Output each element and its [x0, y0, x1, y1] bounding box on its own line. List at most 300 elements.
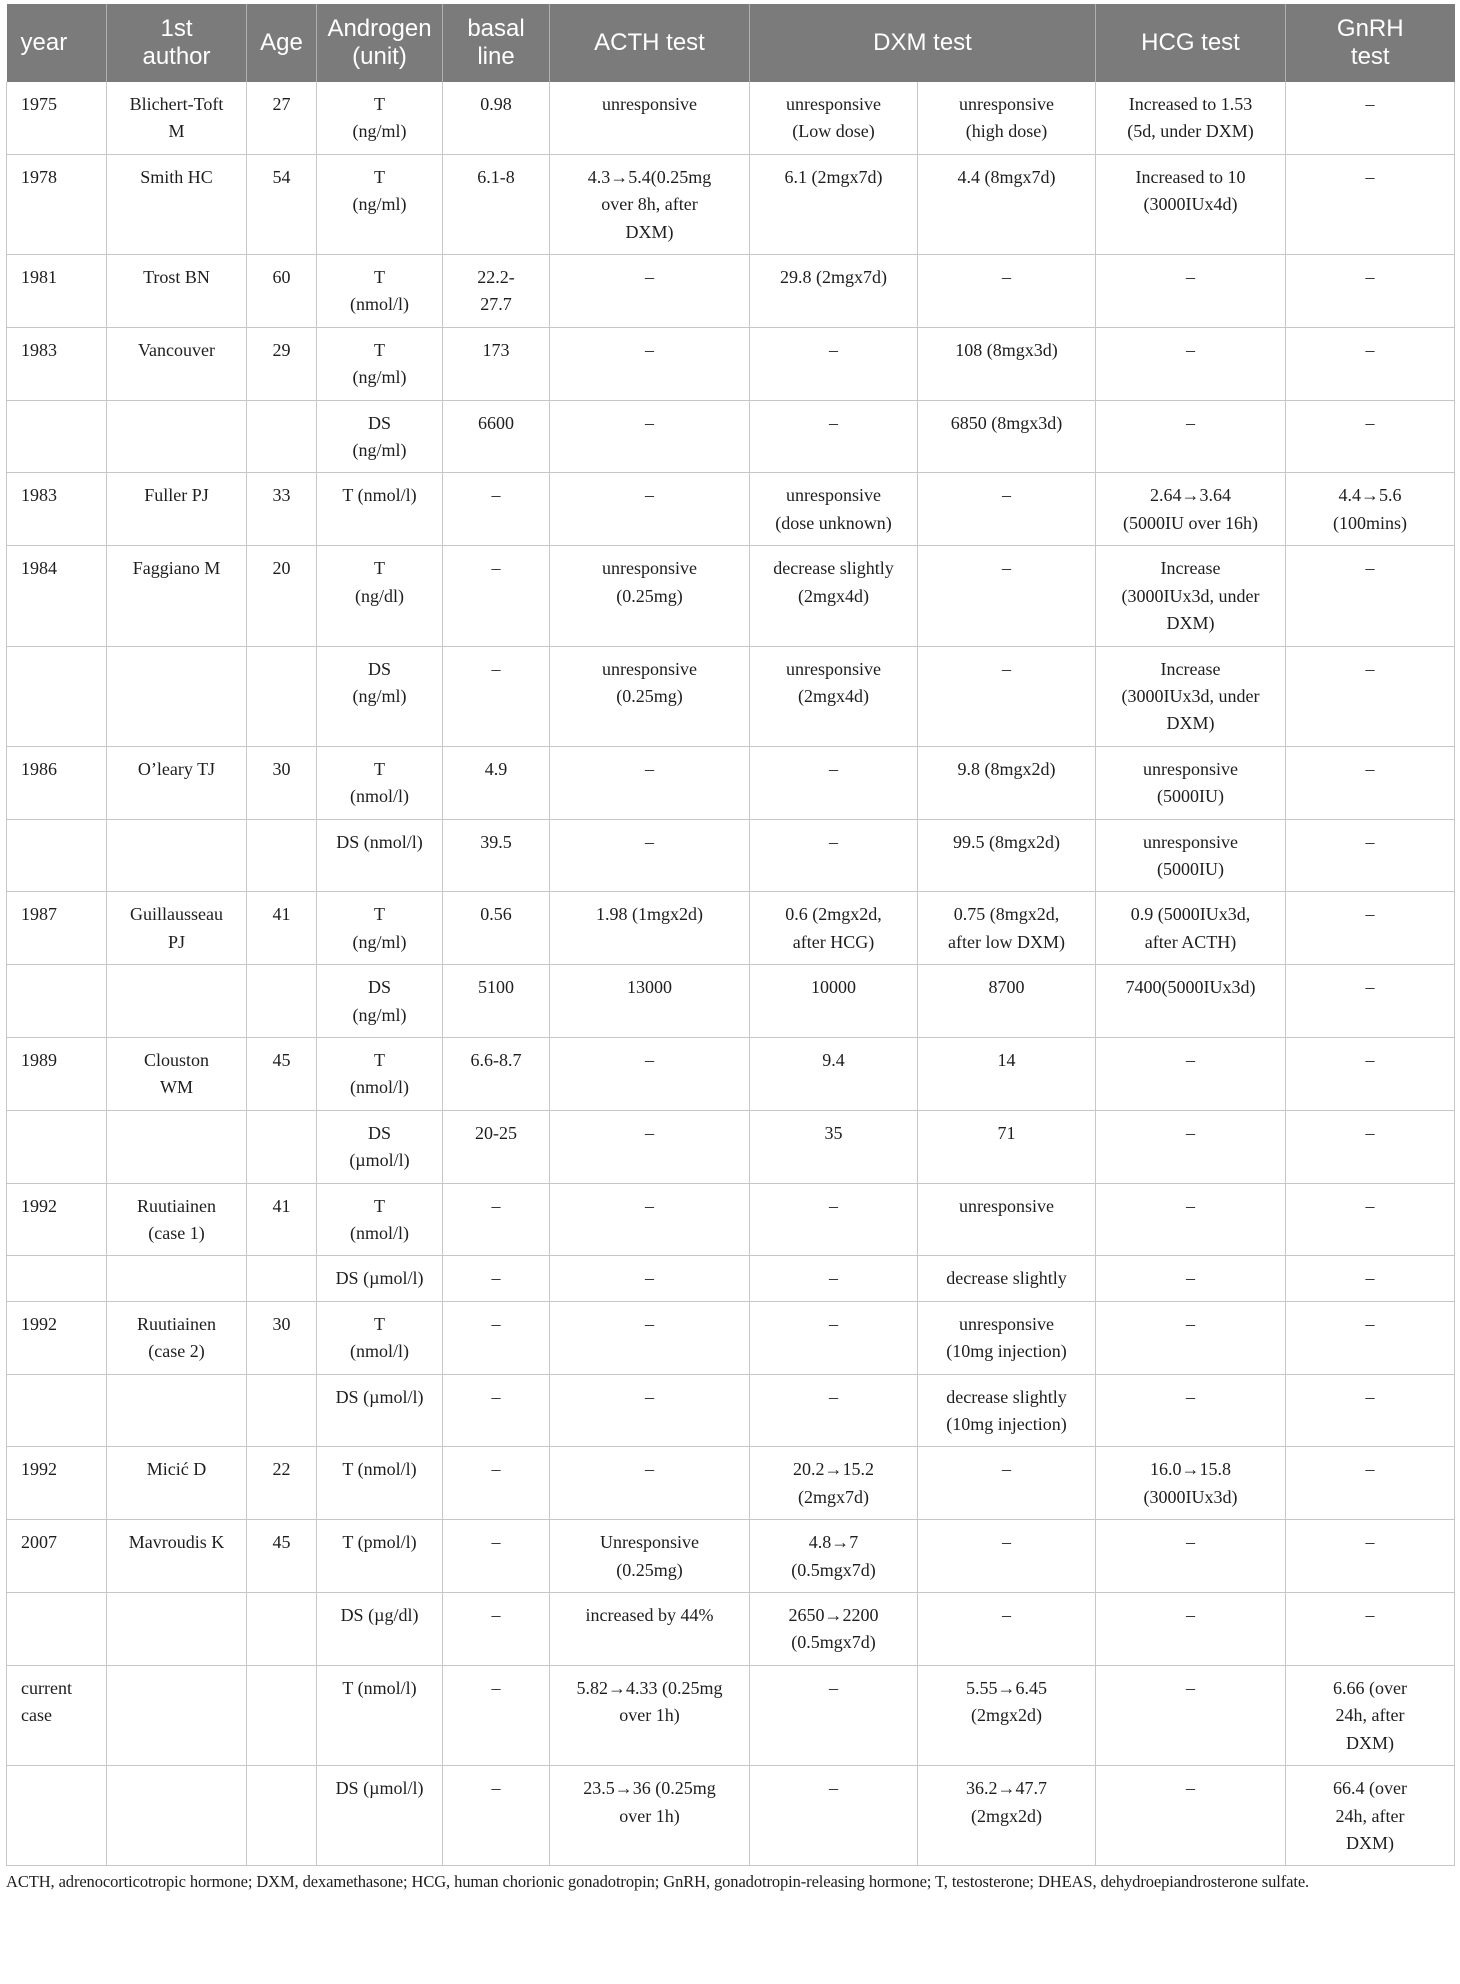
cell-text-line: – [1186, 267, 1195, 288]
cell-text-line: 0.9 (5000IUx3d, [1130, 904, 1251, 925]
cell-text-line: 41 [272, 1195, 291, 1216]
cell-year [7, 1374, 107, 1447]
cell-text-line: – [1365, 758, 1375, 779]
cell-hcg-test [1096, 473, 1286, 546]
cell-text-line: decrease slightly [946, 1386, 1067, 1407]
cell-acth-test [550, 154, 750, 254]
cell-text-line: 8700 [988, 977, 1025, 998]
cell-text-line: – [1365, 658, 1375, 679]
cell-text-line: after HCG) [792, 931, 875, 952]
table-row [7, 1037, 1455, 1110]
cell-text-line: 0.6 (2mgx2d, [785, 904, 882, 925]
cell-author [107, 892, 247, 965]
cell-text-line: – [1365, 831, 1375, 852]
cell-dxm-high [918, 1447, 1096, 1520]
cell-text-line: DXM) [1166, 613, 1215, 634]
cell-text-line: (0.5mgx7d) [791, 1559, 876, 1580]
cell-dxm-low [750, 1374, 918, 1447]
cell-gnrh-test [1286, 255, 1455, 328]
cell-text-line: 1986 [21, 758, 57, 779]
cell-text-line: (3000IUx3d, under [1121, 585, 1260, 606]
cell-author [107, 1183, 247, 1256]
cell-text-line: 99.5 (8mgx2d) [953, 831, 1060, 852]
cell-text-line: DS (µg/dl) [340, 1605, 419, 1626]
cell-androgen [317, 1766, 443, 1866]
cell-text-line: (high dose) [965, 121, 1048, 142]
cell-text-line: 0.56 [480, 904, 512, 925]
cell-hcg-test [1096, 255, 1286, 328]
cell-hcg-test [1096, 892, 1286, 965]
cell-text-line: – [645, 412, 654, 433]
cell-dxm-high [918, 400, 1096, 473]
cell-dxm-high [918, 1520, 1096, 1593]
cell-author [107, 819, 247, 892]
cell-text-line: 5.82→4.33 (0.25mg [576, 1677, 723, 1698]
cell-text-line: 1983 [21, 339, 57, 360]
cell-androgen [317, 965, 443, 1038]
header-androgen [317, 4, 443, 82]
table-row [7, 1766, 1455, 1866]
header-age [247, 4, 317, 82]
table-row [7, 646, 1455, 746]
cell-text-line: – [491, 485, 501, 506]
cell-text-line: 2.64→3.64 [1150, 485, 1231, 506]
cell-basal-line [443, 1520, 550, 1593]
cell-text-line: – [1186, 1195, 1195, 1216]
cell-text-line: (3000IUx4d) [1143, 194, 1238, 215]
cell-androgen [317, 1183, 443, 1256]
cell-text-line: O’leary TJ [137, 758, 216, 779]
cell-text-line: Unresponsive [600, 1532, 699, 1553]
cell-text-line: T [374, 904, 385, 925]
table-row [7, 892, 1455, 965]
cell-text-line: DXM) [1166, 713, 1215, 734]
cell-hcg-test [1096, 1593, 1286, 1666]
cell-text-line: 27 [272, 94, 291, 114]
cell-author [107, 1766, 247, 1866]
cell-gnrh-test [1286, 1110, 1455, 1183]
cell-author [107, 1110, 247, 1183]
cell-text-line: – [645, 1049, 654, 1070]
table-row [7, 1447, 1455, 1520]
cell-acth-test [550, 400, 750, 473]
cell-text-line: – [645, 1313, 654, 1334]
cell-text-line: 173 [482, 339, 510, 360]
cell-gnrh-test [1286, 82, 1455, 154]
cell-text-line: 0.75 (8mgx2d, [953, 904, 1060, 925]
cell-age [247, 473, 317, 546]
cell-text-line: – [1002, 658, 1011, 679]
cell-text-line: (3000IUx3d) [1143, 1486, 1238, 1507]
cell-text-line: unresponsive [602, 94, 697, 114]
cell-text-line: (2mgx2d) [971, 1805, 1042, 1826]
table-row [7, 965, 1455, 1038]
cell-text-line: Trost BN [143, 267, 210, 288]
cell-basal-line [443, 1593, 550, 1666]
cell-dxm-high [918, 82, 1096, 154]
cell-text-line: – [1365, 412, 1375, 433]
cell-author [107, 400, 247, 473]
cell-basal-line [443, 1256, 550, 1301]
cell-acth-test [550, 327, 750, 400]
cell-age [247, 1110, 317, 1183]
cell-text-line: unresponsive [786, 485, 881, 506]
cell-hcg-test [1096, 1037, 1286, 1110]
cell-androgen [317, 82, 443, 154]
cell-age [247, 1520, 317, 1593]
cell-text-line: 22.2- [477, 267, 515, 288]
cell-text-line: unresponsive [959, 1195, 1054, 1216]
cell-dxm-low [750, 1256, 918, 1301]
cell-year [7, 154, 107, 254]
cell-text-line: (ng/ml) [352, 931, 407, 952]
cell-author [107, 1037, 247, 1110]
cell-dxm-low [750, 746, 918, 819]
cell-text-line: 7400(5000IUx3d) [1125, 977, 1256, 998]
cell-dxm-low [750, 646, 918, 746]
cell-text-line: year [20, 29, 68, 56]
cell-dxm-low [750, 1766, 918, 1866]
cell-gnrh-test [1286, 1301, 1455, 1374]
cell-text-line: 5.55→6.45 [966, 1677, 1047, 1698]
cell-age [247, 546, 317, 646]
cell-gnrh-test [1286, 546, 1455, 646]
cell-author [107, 746, 247, 819]
cell-text-line: 1983 [21, 485, 57, 506]
cell-text-line: 14 [997, 1049, 1016, 1070]
cell-text-line: 1975 [21, 94, 57, 114]
cell-text-line: test [1350, 43, 1390, 70]
cell-text-line: T (pmol/l) [342, 1532, 417, 1553]
cell-text-line: – [1186, 1313, 1195, 1334]
cell-author [107, 1301, 247, 1374]
cell-text-line: T [374, 1195, 385, 1216]
cell-dxm-high [918, 1301, 1096, 1374]
cell-text-line: line [477, 43, 515, 70]
cell-text-line: – [491, 558, 501, 579]
cell-text-line: case [21, 1705, 52, 1726]
cell-dxm-high [918, 546, 1096, 646]
cell-author [107, 1374, 247, 1447]
cell-text-line: 33 [272, 485, 291, 506]
cell-text-line: – [1186, 1386, 1195, 1407]
cell-basal-line [443, 1766, 550, 1866]
cell-text-line: Smith HC [140, 166, 213, 187]
cell-dxm-low [750, 154, 918, 254]
cell-androgen [317, 746, 443, 819]
cell-text-line: Increased to 10 [1135, 166, 1246, 187]
cell-text-line: – [1186, 339, 1195, 360]
cell-gnrh-test [1286, 1256, 1455, 1301]
cell-text-line: M [168, 121, 185, 142]
cell-text-line: PJ [167, 931, 185, 952]
cell-gnrh-test [1286, 1665, 1455, 1765]
cell-text-line: Guillausseau [130, 904, 223, 925]
cell-text-line: – [1365, 558, 1375, 579]
cell-year [7, 1037, 107, 1110]
cell-basal-line [443, 82, 550, 154]
cell-text-line: Androgen [327, 15, 432, 42]
cell-text-line: – [1365, 1049, 1375, 1070]
table-row [7, 400, 1455, 473]
cell-text-line: – [491, 658, 501, 679]
cell-hcg-test [1096, 400, 1286, 473]
cell-text-line: – [491, 1459, 501, 1480]
cell-age [247, 82, 317, 154]
table-row [7, 1374, 1455, 1447]
cell-dxm-low [750, 82, 918, 154]
cell-basal-line [443, 746, 550, 819]
cell-text-line: 54 [272, 166, 291, 187]
cell-text-line: unresponsive [786, 658, 881, 679]
cell-text-line: (5000IU) [1157, 858, 1224, 879]
cell-text-line: (0.25mg) [616, 685, 683, 706]
cell-gnrh-test [1286, 892, 1455, 965]
cell-text-line: – [491, 1268, 501, 1289]
cell-dxm-high [918, 965, 1096, 1038]
cell-year [7, 327, 107, 400]
cell-text-line: 1981 [21, 267, 57, 288]
cell-basal-line [443, 255, 550, 328]
cell-text-line: 24h, after [1335, 1805, 1405, 1826]
cell-gnrh-test [1286, 473, 1455, 546]
cell-author [107, 1665, 247, 1765]
cell-text-line: 66.4 (over [1333, 1778, 1407, 1799]
cell-age [247, 1766, 317, 1866]
cell-androgen [317, 1037, 443, 1110]
cell-hcg-test [1096, 154, 1286, 254]
cell-text-line: – [645, 1268, 654, 1289]
cell-text-line: 6.66 (over [1333, 1677, 1407, 1698]
cell-text-line: – [1365, 1313, 1375, 1334]
cell-acth-test [550, 819, 750, 892]
cell-gnrh-test [1286, 819, 1455, 892]
table-row [7, 1665, 1455, 1765]
cell-text-line: – [829, 1313, 838, 1334]
cell-text-line: 2007 [21, 1532, 57, 1553]
cell-text-line: Age [260, 29, 303, 56]
cell-text-line: unresponsive [959, 1313, 1054, 1334]
cell-text-line: Ruutiainen [137, 1195, 216, 1216]
cell-text-line: – [1365, 1268, 1375, 1289]
cell-acth-test [550, 746, 750, 819]
cell-text-line: DS (µmol/l) [335, 1778, 424, 1799]
cell-text-line: 1st [160, 15, 193, 42]
cell-basal-line [443, 400, 550, 473]
cell-age [247, 1037, 317, 1110]
cell-text-line: T [374, 558, 385, 579]
cell-text-line: (nmol/l) [350, 1341, 409, 1362]
cell-text-line: (5d, under DXM) [1127, 121, 1254, 142]
cell-text-line: 39.5 [480, 831, 512, 852]
cell-dxm-low [750, 546, 918, 646]
cell-acth-test [550, 1037, 750, 1110]
cell-text-line: – [491, 1313, 501, 1334]
cell-text-line: (2mgx2d) [971, 1705, 1042, 1726]
cell-text-line: (ng/ml) [352, 685, 407, 706]
cell-dxm-low [750, 1037, 918, 1110]
cell-text-line: 41 [272, 904, 291, 925]
cell-text-line: T (nmol/l) [342, 1677, 417, 1698]
cell-text-line: (case 2) [148, 1341, 205, 1362]
cell-dxm-high [918, 746, 1096, 819]
cell-gnrh-test [1286, 1520, 1455, 1593]
cell-text-line: 45 [272, 1532, 291, 1553]
cell-text-line: Ruutiainen [137, 1313, 216, 1334]
cell-basal-line [443, 1374, 550, 1447]
cell-basal-line [443, 1665, 550, 1765]
cell-text-line: 1992 [21, 1313, 57, 1334]
cell-text-line: – [1186, 1268, 1195, 1289]
cell-text-line: T (nmol/l) [342, 1459, 417, 1480]
cell-year [7, 1301, 107, 1374]
cell-text-line: 9.4 [822, 1049, 845, 1070]
cell-author [107, 255, 247, 328]
cell-acth-test [550, 1593, 750, 1666]
cell-gnrh-test [1286, 1766, 1455, 1866]
cell-basal-line [443, 1037, 550, 1110]
cell-hcg-test [1096, 1183, 1286, 1256]
cell-androgen [317, 1256, 443, 1301]
table-row [7, 546, 1455, 646]
cell-text-line: 4.8→7 [808, 1532, 859, 1553]
table-row [7, 1183, 1455, 1256]
cell-text-line: – [491, 1532, 501, 1553]
cell-author [107, 646, 247, 746]
cell-gnrh-test [1286, 1593, 1455, 1666]
cell-gnrh-test [1286, 965, 1455, 1038]
cell-text-line: Increased to 1.53 [1128, 94, 1253, 114]
cell-text-line: (5000IU over 16h) [1123, 512, 1258, 533]
cell-dxm-high [918, 1256, 1096, 1301]
cell-text-line: – [645, 1459, 654, 1480]
cell-text-line: – [645, 485, 654, 506]
cell-acth-test [550, 255, 750, 328]
cell-dxm-high [918, 1766, 1096, 1866]
cell-androgen [317, 819, 443, 892]
cell-text-line: 10000 [811, 977, 856, 998]
cell-text-line: – [829, 412, 838, 433]
cell-text-line: 29 [272, 339, 291, 360]
cell-text-line: – [645, 339, 654, 360]
cell-text-line: DXM) [1346, 1732, 1394, 1753]
cell-year [7, 1110, 107, 1183]
table-footnote: ACTH, adrenocorticotropic hormone; DXM, dexamethasone; HCG, human chorionic gonadotropin; GnRH, gonadotropin-releasing hormone; T, testosterone; DHEAS, dehydroepiandrosterone sulfate. [6, 1872, 1310, 1892]
cell-hcg-test [1096, 819, 1286, 892]
cell-text-line: (ng/ml) [352, 121, 407, 142]
cell-age [247, 327, 317, 400]
cell-text-line: T (nmol/l) [342, 485, 417, 506]
cell-age [247, 1183, 317, 1256]
cell-text-line: 20 [272, 558, 291, 579]
cell-text-line: – [1365, 1459, 1375, 1480]
cell-year [7, 1593, 107, 1666]
cell-gnrh-test [1286, 400, 1455, 473]
cell-age [247, 746, 317, 819]
cell-year [7, 1665, 107, 1765]
cell-text-line: (ng/ml) [352, 367, 407, 388]
cell-text-line: decrease slightly [946, 1268, 1067, 1289]
cell-text-line: – [1365, 339, 1375, 360]
table-row [7, 819, 1455, 892]
cell-text-line: – [1186, 1677, 1195, 1698]
header-gnrh-test [1286, 4, 1455, 82]
cell-text-line: – [491, 1605, 501, 1626]
cell-gnrh-test [1286, 327, 1455, 400]
cell-acth-test [550, 546, 750, 646]
cell-text-line: (nmol/l) [350, 1077, 409, 1098]
cell-text-line: 4.4→5.6 [1338, 485, 1402, 506]
cell-text-line: (3000IUx3d, under [1121, 685, 1260, 706]
table-row [7, 473, 1455, 546]
cell-androgen [317, 892, 443, 965]
header-row [7, 4, 1455, 82]
cell-text-line: – [1186, 1605, 1195, 1626]
cell-dxm-high [918, 255, 1096, 328]
cell-text-line: (2mgx4d) [798, 585, 869, 606]
cell-text-line: (unit) [352, 43, 407, 70]
cell-age [247, 1256, 317, 1301]
cell-text-line: DS [367, 977, 391, 998]
cell-dxm-low [750, 1183, 918, 1256]
cell-age [247, 819, 317, 892]
cell-year [7, 1766, 107, 1866]
cell-dxm-low [750, 327, 918, 400]
cell-text-line: – [1365, 904, 1375, 925]
cell-year [7, 1183, 107, 1256]
cell-text-line: T [374, 166, 385, 187]
cell-text-line: 27.7 [480, 294, 512, 315]
cell-age [247, 255, 317, 328]
cell-text-line: decrease slightly [773, 558, 894, 579]
cell-dxm-low [750, 400, 918, 473]
cell-basal-line [443, 154, 550, 254]
cell-text-line: GnRH [1336, 15, 1404, 42]
cell-year [7, 646, 107, 746]
cell-text-line: DXM test [873, 29, 972, 56]
cell-text-line: after low DXM) [948, 931, 1065, 952]
cell-text-line: – [645, 267, 654, 288]
cell-text-line: (0.25mg) [616, 1559, 683, 1580]
cell-text-line: 6850 (8mgx3d) [950, 412, 1063, 433]
cell-acth-test [550, 646, 750, 746]
cell-dxm-high [918, 1665, 1096, 1765]
cell-basal-line [443, 546, 550, 646]
cell-text-line: (ng/ml) [352, 194, 407, 215]
cell-text-line: – [1186, 1532, 1195, 1553]
cell-dxm-high [918, 1593, 1096, 1666]
cell-dxm-low [750, 892, 918, 965]
cell-text-line: – [491, 1195, 501, 1216]
cell-author [107, 327, 247, 400]
cell-text-line: 108 (8mgx3d) [955, 339, 1058, 360]
cell-text-line: (case 1) [148, 1223, 205, 1243]
cell-dxm-low [750, 255, 918, 328]
cell-text-line: – [829, 339, 838, 360]
cell-text-line: (5000IU) [1157, 786, 1224, 807]
cell-text-line: Fuller PJ [144, 485, 209, 506]
cell-text-line: 4.4 (8mgx7d) [957, 166, 1056, 187]
cell-text-line: 4.9 [484, 758, 508, 779]
cell-gnrh-test [1286, 154, 1455, 254]
cell-text-line: (10mg injection) [946, 1414, 1067, 1435]
cell-text-line: 0.98 [480, 94, 512, 114]
cell-androgen [317, 1301, 443, 1374]
cell-text-line: (ng/ml) [352, 440, 407, 461]
cell-text-line: 1978 [21, 166, 57, 187]
cell-text-line: – [829, 1268, 838, 1289]
cell-hcg-test [1096, 546, 1286, 646]
